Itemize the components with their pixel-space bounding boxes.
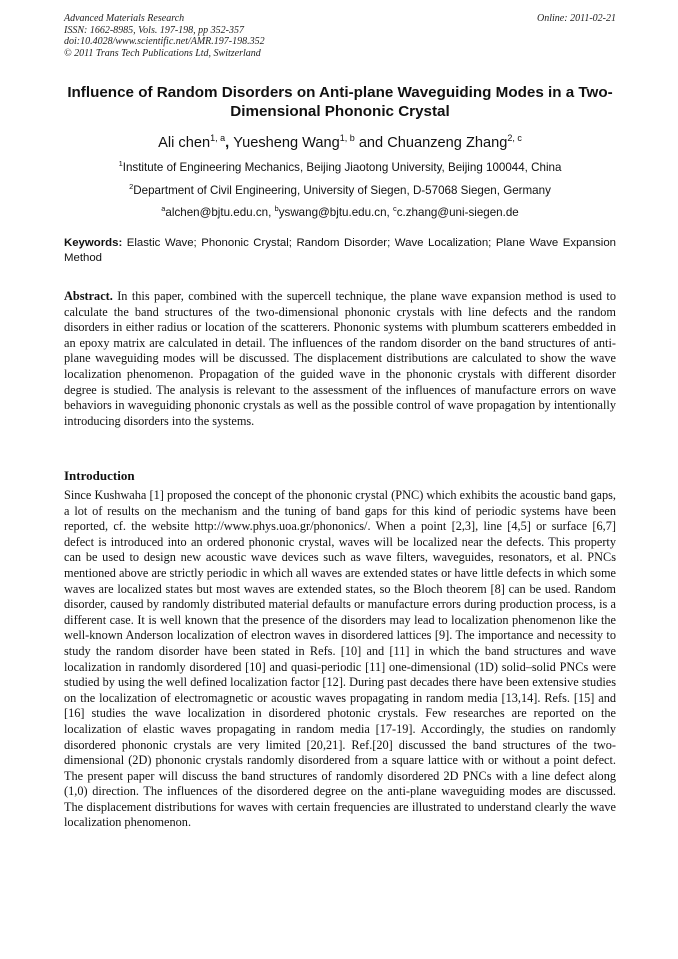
journal-issn: ISSN: 1662-8985, Vols. 197-198, pp 352-357 — [64, 24, 244, 36]
email-superscript: c — [392, 204, 397, 213]
journal-doi: doi:10.4028/www.scientific.net/AMR.197-198.352 — [64, 36, 265, 47]
affiliation-text: Institute of Engineering Mechanics, Beijing Jiaotong University, Beijing 100044, China — [122, 161, 562, 174]
introduction-paragraph: Since Kushwaha [1] proposed the concept of the phononic crystal (PNC) which exhibits the acoustic band gaps, a lot of results on the mechanism and the tuning of band gaps for this kind of periodic systems have been reported, cf. the website http://www.phys.uoa.gr/phononics/. When a point [2,3], line [4,5] or surface [6,7] defect is introduced into an ordered phononic crystal, waves will be localized near the defects. This property can be used to design new acoustic wave devices such as wave filters, waveguides, resonators, et al. PNCs mentioned above are strictly periodic in which all waves are extended states or have little defects in which some waves are localized states but most waves are extended states, so the Bloch theorem [8] can be used. Random disorder, caused by randomly distributed material defaults or manufacture errors during production process, is a different case. It is well known that the presence of the disorders may lead to localization phenomenon like the well-known Anderson localization of electron waves in disordered lattices [9]. The importance and necessity to study the random disorder have been stated in Refs. [10] and [11] in which the band structures and wave localization in randomly disordered [10] and quasi-periodic [11] one-dimensional (1D) solid–solid PNCs were studied by using the well defined localization factor [12]. During past decades there have been extensive studies on the localization of electromagnetic or acoustic waves propagating in random media [13,14]. Refs. [15] and [16] studies the wave localization in disordered photonic crystals. Few researches are reported on the localization of elastic waves propagating in random media [17-19]. Accordingly, the studies on randomly disordered phononic crystals are very limited [20,21]. Ref.[20] discussed the band structures of the two-dimensional (2D) phononic crystals randomly disordered from a square lattice with or without a point defect. The present paper will discuss the band structures of randomly disordered 2D PNCs with a line defect along (1,0) direction. The influences of the disordered degree on the anti-plane waveguiding modes are discussed. The displacement distributions for waves with certain frequencies are illustrated to understand clearly the wave localization phenomenon. — [64, 488, 616, 830]
author-name: Chuanzeng Zhang — [387, 135, 508, 151]
author-name: Ali chen — [158, 135, 211, 151]
online-date: Online: 2011-02-21 — [537, 13, 616, 24]
abstract-text: In this paper, combined with the supercell technique, the plane wave expansion method is used to calculate the band structures of the two-dimensional phononic crystals with line defects and the random disorders in either radius or location of the scatterers. Phononic systems with plumbum scatterers embedded in an epoxy matrix are calculated in detail. The influences of the random disorder on the band structures of anti-plane waveguiding modes will be discussed. The displacement distributions are calculated to show the wave localization phenomenon. Propagation of the guided wave in the phononic crystals with different disorder degree is studied. The analysis is relevant to the assessment of the influences of manufacture errors on wave behaviors in waveguiding phononic crystals as well as the possible control of wave propagation by intentionally introducing disorders into the systems. — [64, 289, 616, 428]
journal-name: Advanced Materials Research — [64, 13, 185, 24]
email-separator: , — [268, 206, 275, 219]
author-list — [64, 129, 616, 152]
abstract-label: Abstract. — [64, 289, 113, 303]
journal-copyright: © 2011 Trans Tech Publications Ltd, Switzerland — [64, 47, 261, 59]
author-separator: and — [354, 135, 388, 151]
keywords — [64, 236, 616, 265]
affiliation-superscript: 2 — [129, 182, 134, 191]
author-superscript: 1, a — [210, 133, 226, 143]
email-superscript: a — [161, 204, 166, 213]
author-name: Yuesheng Wang — [233, 135, 340, 151]
journal-header — [64, 13, 616, 59]
abstract — [64, 289, 616, 429]
keywords-text: Elastic Wave; Phononic Crystal; Random Disorder; Wave Localization; Plane Wave Expansion Method — [64, 237, 616, 264]
email-superscript: b — [274, 204, 279, 213]
email-separator: , — [386, 206, 393, 219]
affiliation-superscript: 1 — [118, 159, 123, 168]
paper-title: Influence of Random Disorders on Anti-plane Waveguiding Modes in a Two-Dimensional Phononic Crystal — [67, 84, 613, 120]
email-link[interactable]: yswang@bjtu.edu.cn — [278, 206, 387, 219]
affiliation-2 — [64, 180, 616, 198]
author-separator: , — [225, 135, 234, 151]
affiliation-text: Department of Civil Engineering, University of Siegen, D-57068 Siegen, Germany — [133, 184, 551, 197]
author-superscript: 2, c — [507, 133, 522, 143]
email-list — [64, 202, 616, 220]
author-superscript: 1, b — [339, 133, 355, 143]
email-link[interactable]: c.zhang@uni-siegen.de — [396, 206, 519, 219]
email-link[interactable]: alchen@bjtu.edu.cn — [165, 206, 269, 219]
affiliation-1 — [64, 157, 616, 175]
section-heading: Introduction — [64, 468, 135, 483]
keywords-label: Keywords: — [64, 237, 123, 249]
